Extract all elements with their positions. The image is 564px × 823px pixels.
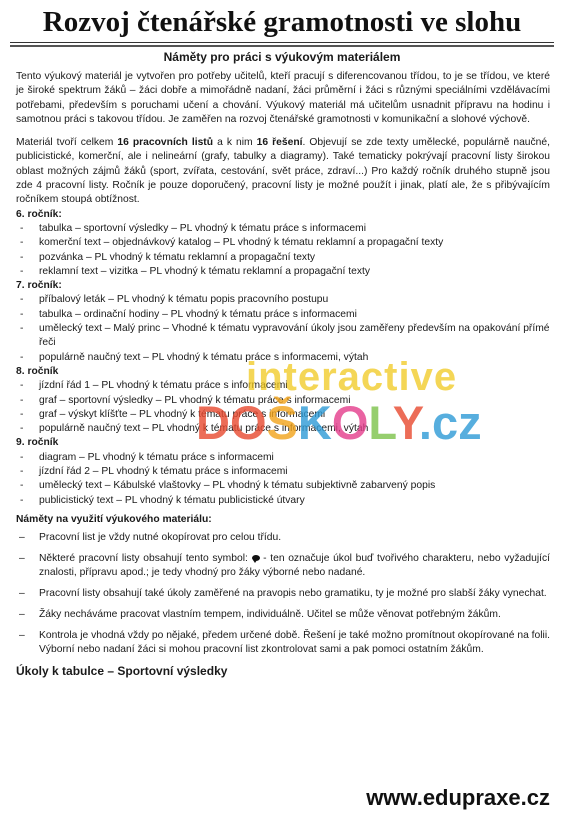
list-item: - populárně naučný text – PL vhodný k tématu práce s informacemi, výtah [16, 422, 550, 436]
list-item: - jízdní řád 1 – PL vhodný k tématu práce s informacemi [16, 379, 550, 393]
solution-count: 16 řešení [256, 137, 303, 149]
materials-paragraph: Materiál tvoří celkem 16 pracovních listů a k nim 16 řešení. Objevují se zde texty umělecké, populárně naučné, publicistické, komerční, ale i nelineární (grafy, tabulky a diagramy). Také tematicky pokrývají pracovní listy širokou oblast možných zájmů žáků (sport, zvířata, cestování, svět práce, zdraví...) Pro každý ročník druhého stupně jsou zde 4 pracovní listy. Ročník je pouze doporučený, pracovní listy je možné použít i jinak, platí ale, že s přibývajícím ročníkem stoupá obtížnost. [16, 137, 550, 206]
note-item: – Žáky necháváme pracovat vlastním tempem, individuálně. Učitel se může věnovat potřebným žákům. [16, 608, 550, 622]
list-item: - pozvánka – PL vhodný k tématu reklamní a propagační texty [16, 251, 550, 265]
watermark-letter: K [297, 396, 332, 449]
grade-heading: 8. ročník [16, 365, 59, 377]
footer-url: www.edupraxe.cz [366, 785, 550, 810]
note-item: – Pracovní listy obsahují také úkoly zaměřené na pravopis nebo gramatiku, ty je možné pro slabší žáky vynechat. [16, 587, 550, 601]
list-item: - diagram – PL vhodný k tématu práce s informacemi [16, 451, 550, 465]
note-item: – Některé pracovní listy obsahují tento symbol: - ten označuje úkol buď tvořivého charakteru, nebo vyžadující znalosti, přípravu apod.; je tedy vhodný pro žáky výborné nebo nadané. [16, 552, 550, 581]
grade-heading: 6. ročník: [16, 208, 62, 220]
list-item: - jízdní řád 2 – PL vhodný k tématu práce s informacemi [16, 465, 550, 479]
list-item: - tabulka – sportovní výsledky – PL vhodný k tématu práce s informacemi [16, 222, 550, 236]
note-item: – Pracovní list je vždy nutné okopírovat pro celou třídu. [16, 531, 550, 545]
list-item: - graf – výskyt klíšťte – PL vhodný k tématu práce s informacemi [16, 408, 550, 422]
sheet-count: 16 pracovních listů [117, 137, 214, 149]
title-divider-double [10, 45, 554, 47]
list-item: - populárně naučný text – PL vhodný k tématu práce s informacemi, výtah [16, 351, 550, 365]
intro-paragraph: Tento výukový materiál je vytvořen pro potřeby učitelů, kteří pracují s diferencovanou třídou, to je se třídou, ve které je široké spektrum žáků – žáci dobře a mimořádně nadaní, žáci průměrní i žáci s různými speciálními vzdělávacími potřebami, především s poruchami učení a chování. Výukový materiál má učitelům usnadnit přípravu na hodinu i samotnou práci s takovou třídou. Je zaměřen na rozvoj čtenářské gramotnosti v komunikační a slohové výchově. [16, 71, 550, 125]
watermark-letter: DO [196, 396, 267, 449]
grade-heading: 7. ročník: [16, 280, 62, 292]
document-body [16, 70, 550, 678]
list-item: - publicistický text – PL vhodný k tématu publicistické útvary [16, 494, 550, 508]
watermark-letter: Š [266, 396, 298, 449]
title-divider [10, 42, 554, 43]
list-item: - umělecký text – Malý princ – Vhodné k tématu vypravování úkoly jsou zaměřeny především na opakování přímé řeči [16, 322, 550, 351]
grade-heading: 9. ročník [16, 437, 59, 449]
watermark-letter: O [331, 396, 369, 449]
task-heading: Úkoly k tabulce – Sportovní výsledky [16, 663, 228, 678]
notes-list [16, 531, 550, 657]
watermark-letter: L [368, 396, 393, 449]
grade-section-9 [16, 436, 550, 507]
grade-section-7 [16, 279, 550, 365]
watermark-interactive: interactive [246, 355, 458, 399]
watermark-letter: Y [392, 396, 419, 449]
document-title: Rozvoj čtenářské gramotnosti ve slohu [42, 6, 522, 38]
list-item: - graf – sportovní výsledky – PL vhodný k tématu práce s informacemi [16, 394, 550, 408]
list-item: - příbalový leták – PL vhodný k tématu popis pracovního postupu [16, 293, 550, 307]
list-item: - komerční text – objednávkový katalog – PL vhodný k tématu reklamní a propagační texty [16, 236, 550, 250]
grade-section-6 [16, 208, 550, 279]
notes-heading: Náměty na využití výukového materiálu: [16, 513, 212, 525]
list-item: - tabulka – ordinační hodiny – PL vhodný k tématu práce s informacemi [16, 308, 550, 322]
grade-section-8 [16, 365, 550, 436]
list-item: - umělecký text – Kábulské vlaštovky – PL vhodný k tématu subjektivně zabarvený popis [16, 479, 550, 493]
list-item: - reklamní text – vizitka – PL vhodný k tématu reklamní a propagační texty [16, 265, 550, 279]
document-subtitle: Náměty pro práci s výukovým materiálem [163, 50, 401, 64]
speech-bubble-icon [252, 555, 260, 561]
note-item: – Kontrola je vhodná vždy po nějaké, předem určené době. Řešení je také možno promítnout okopírované na folii. Výborní nebo nadaní žáci si mohou pracovní list zkontrolovat sami a pak pomoci ostatním žákům. [16, 629, 550, 658]
watermark-letter: .cz [418, 396, 482, 449]
